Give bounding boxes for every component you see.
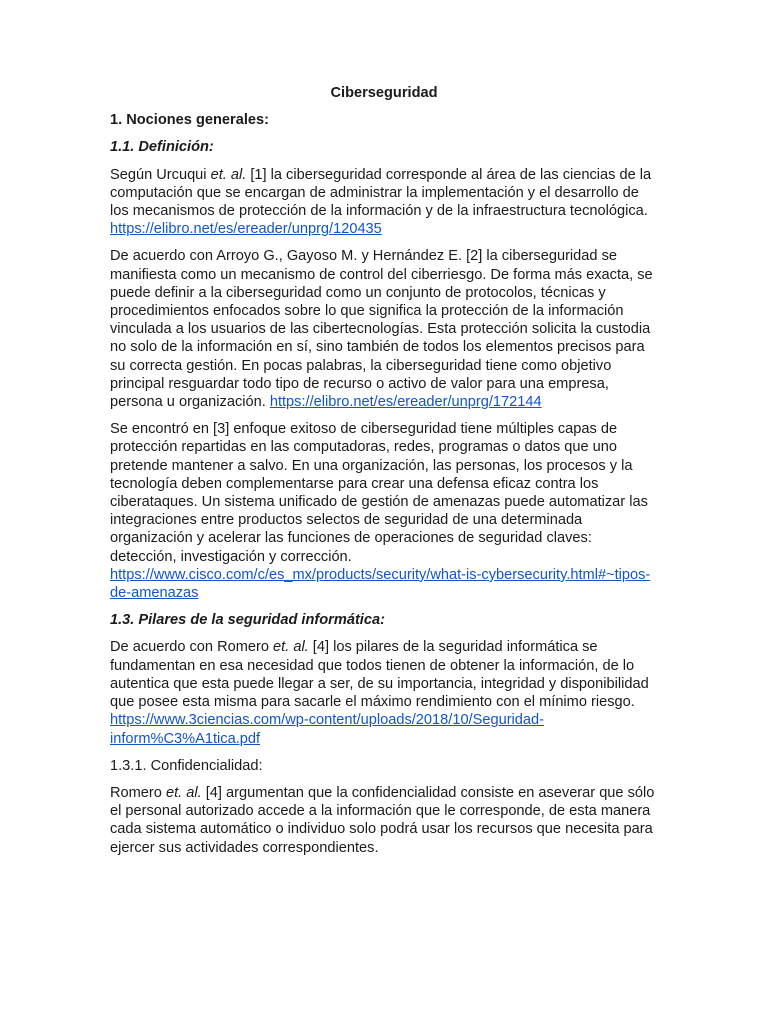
paragraph-text: De acuerdo con Arroyo G., Gayoso M. y Hernández E. [2] la ciberseguridad se manifiesta como un mecanismo de control del ciberriesgo. De forma más exacta, se puede definir a la ciberseguridad como un conjunto de protocolos, técnicas y procedimientos enfocados sobre lo que significa la protección de la información vinculada a los usuarios de las cibertecnologías. Esta protección solicita la custodia no solo de la información en sí, sino también de todos los elementos precisos para su correcta gestión. En pocas palabras, la ciberseguridad tiene como objetivo principal resguardar todo tipo de recurso o activo de valor para una empresa, persona u organización. <box>110 248 653 411</box>
section-heading-pilares: 1.3. Pilares de la seguridad informática: <box>110 612 385 629</box>
paragraph-text: Se encontró en [3] enfoque exitoso de ciberseguridad tiene múltiples capas de protección repartidas en las computadoras, redes, programas o datos que uno pretende mantener a salvo. En una organización, las personas, los procesos y la tecnología deben complementarse para crear una defensa eficaz contra los ciberataques. Un sistema unificado de gestión de amenazas puede automatizar las integraciones entre productos selectos de seguridad de una determinada organización y acelerar las funciones de operaciones de seguridad claves: detección, investigación y corrección. <box>110 421 648 565</box>
paragraph-arroyo <box>110 247 658 411</box>
paragraph-cisco <box>110 420 658 602</box>
et-al-italic: et. al. <box>210 166 247 183</box>
section-heading-confidencialidad: 1.3.1. Confidencialidad: <box>110 757 263 774</box>
paragraph-romero-pilares <box>110 638 658 747</box>
reference-link-elibro-120435[interactable]: https://elibro.net/es/ereader/unprg/120435 <box>110 221 382 238</box>
paragraph-text: [4] los pilares de la seguridad informática se fundamentan en esa necesidad que todos tienen de obtener la información, de lo autentica que esta puede llegar a ser, de su importancia, integridad y disponibilidad que posee esta misma para sacarle el máximo rendimiento con el mínimo riesgo. <box>110 639 649 711</box>
et-al-italic: et. al. <box>273 639 309 656</box>
paragraph-text: [4] argumentan que la confidencialidad consiste en aseverar que sólo el personal autorizado accede a la información que le corresponde, de esta manera cada sistema automático o individuo solo podrá usar los recursos que necesita para ejercer sus actividades correspondientes. <box>110 784 655 856</box>
paragraph-urcuqui <box>110 166 658 239</box>
reference-link-3ciencias[interactable]: https://www.3ciencias.com/wp-content/uploads/2018/10/Seguridad-inform%C3%A1tica.pdf <box>110 712 545 747</box>
et-al-italic: et. al. <box>165 784 202 801</box>
paragraph-text: Según Urcuqui <box>110 166 211 183</box>
paragraph-text: [1] la ciberseguridad corresponde al área de las ciencias de la computación que se encargan de administrar la implementación y el desarrollo de los mecanismos de protección de la información y de la infraestructura tecnológica. <box>110 166 652 220</box>
paragraph-text: De acuerdo con Romero <box>110 639 274 656</box>
paragraph-romero-confidencialidad <box>110 784 658 857</box>
reference-link-elibro-172144[interactable]: https://elibro.net/es/ereader/unprg/172144 <box>269 394 542 411</box>
section-heading-definicion: 1.1. Definición: <box>110 139 214 156</box>
section-heading-nociones-generales: 1. Nociones generales: <box>110 112 269 129</box>
paragraph-text: Romero <box>110 784 166 801</box>
reference-link-cisco[interactable]: https://www.cisco.com/c/es_mx/products/security/what-is-cybersecurity.html#~tipos-de-amenazas <box>110 566 651 602</box>
document-title: Ciberseguridad <box>330 85 438 101</box>
